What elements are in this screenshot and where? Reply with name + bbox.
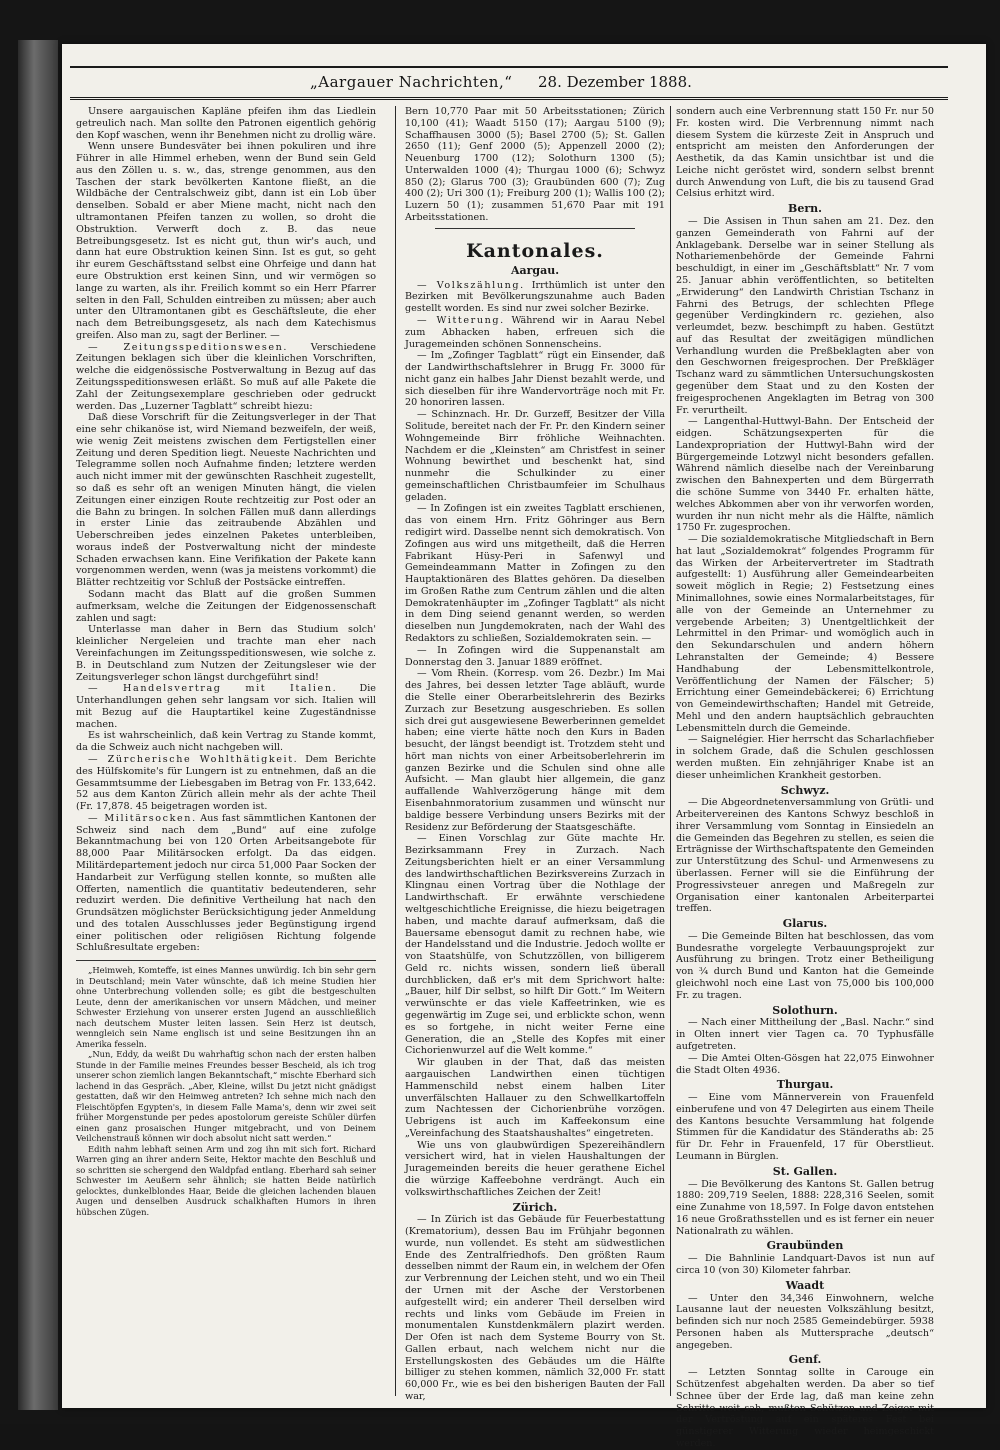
article-lead: — Witterung. [417, 314, 505, 326]
section-heading: Thurgau. [776, 1078, 834, 1092]
article-paragraph: — Nach einer Mittheilung der „Basl. Nachr.“ sind in Olten innert vier Tagen ca. 70 Typhusfälle aufgetreten. [676, 1017, 934, 1052]
article-paragraph: — Die Gemeinde Bilten hat beschlossen, das vom Bundesrathe vorgelegte Verbauungsprojekt zur Ausführung zu bringen. Trotz einer Betheiligung von ¾ durch Bund und Kanton hat die Gemeinde gleichwohl noch eine Last von 75,000 bis 100,000 Fr. zu tragen. [676, 930, 934, 1001]
section-heading: Glarus. [782, 917, 828, 931]
article-paragraph: Wenn unsere Bundesväter bei ihnen pokuliren und ihre Führer in alle Himmel erheben, wenn der Bund sein Geld aus den Zöllen u. s. w., das, strenge genommen, aus den Taschen der stark bevölkerten Kantone fließt, an die Wildbäche der Centralschweiz gibt, dann ist ein Lob über denselben. Sobald er aber Miene macht, nicht nach den ultramontanen Pfeifen tanzen zu wollen, so droht die Obstruktion. Verwerft doch z. B. das neue Betreibungsgesetz. Ist es nicht gut, thun wir's auch, und dann hat eure Obstruktion keinen Sinn. Ist es gut, so geht ihr eurem Geschäftsstand selbst eine Ohrfeige und dann hat eure Obstruktion erst keinen Sinn, und wir vermögen so lange zu warten, als ihr. Freilich kommt so ein Herr Pfarrer selten in den Fall, Schulden eintreiben zu müssen; aber auch unter den Ultramontanen gibt es Geschäftsleute, die eher nach dem Betreibungsgesetz, als nach dem Katechismus greifen. Also man zu, sagt der Berliner. — [76, 141, 376, 341]
article-paragraph: Unsere aargauischen Kapläne pfeifen ihm das Liedlein getreulich nach. Man sollte den Patronen eigentlich gehörig den Kopf waschen, wenn ihr Benehmen nicht zu drollig wäre. [76, 106, 376, 141]
article-lead: — Volkszählung. [417, 279, 525, 291]
article-paragraph [76, 683, 376, 730]
article-paragraph: Daß diese Vorschrift für die Zeitungsverleger in der That eine sehr chikanöse ist, wird Niemand bezweifeln, der weiß, wie wenig Zeit meistens zwischen dem Fertigstellen einer Zeitung und deren Spedition liegt. Neueste Nachrichten und Telegramme sollen noch Aufnahme finden; letztere werden auch nicht immer mit der gewünschten Raschheit zugestellt, so daß es sehr oft an wenigen Minuten hängt, die vielen Zeitungen einer einzigen Route rechtzeitig zur Post oder an die Bahn zu bringen. In solchen Fällen muß dann allerdings in erster Linie das zeitraubende Abzählen und Ueberschreiben jedes einzelnen Paketes unterbleiben, woraus indeß der Postverwaltung nicht der mindeste Schaden erwachsen kann. Eine Verifikation der Pakete kann vorgenommen werden, wenn (was ja meistens vorkommt) die Blätter rechtzeitig vor Schluß der Postsäcke eintreffen. [76, 412, 376, 589]
article-paragraph: Wir glauben in der That, daß das meisten aargauischen Landwirthen einen tüchtigen Hammenschild nebst einem halben Liter unverfälschten Hallauer zu den Schwellkartoffeln zum Nachtessen der Cichorienbrühe vorzögen. Uebrigens ist auch im Kaffeekonsum eine „Vereinfachung des Staatshaushaltes“ eingetreten. [405, 1057, 665, 1139]
section-heading: Schwyz. [780, 783, 830, 797]
section-heading: Zürich. [512, 1200, 558, 1214]
section-heading: Solothurn. [772, 1003, 838, 1017]
article-paragraph: Es ist wahrscheinlich, daß kein Vertrag zu Stande kommt, da die Schweiz auch nicht nachgeben will. [76, 730, 376, 754]
article-paragraph: — In Zofingen ist ein zweites Tagblatt erschienen, das von einem Hrn. Fritz Göhringer aus Bern redigirt wird. Dasselbe nennt sich demokratisch. Von Zofingen aus wird uns mitgetheilt, daß die Herren Fabrikant Hüsy-Peri in Safenwyl und Gemeindeammann Matter in Zofingen zu den Hauptaktionären des Blattes gehören. Da dieselben im Großen Rathe zum Centrum zählen und die alten Demokratenhäupter im „Zofinger Tagblatt“ als nicht in dem Ding seiend genannt werden, so werden dieselben nun Jungdemokraten, nach der Wahl des Redaktors zu schließen, Sozialdemokraten sein. — [405, 503, 665, 645]
article-lead: — Zeitungsspeditionswesen. [88, 341, 289, 353]
article-paragraph: Bern 10,770 Paar mit 50 Arbeitsstationen; Zürich 10,100 (41); Waadt 5150 (17); Aargau 5100 (9); Schaffhausen 3000 (5); Basel 2700 (5); St. Gallen 2650 (11); Genf 2000 (5); Appenzell 2000 (2); Neuenburg 1700 (12); Solothurn 1300 (5); Unterwalden 1000 (4); Thurgau 1000 (6); Schwyz 850 (2); Glarus 700 (3); Graubünden 600 (7); Zug 400 (2); Uri 300 (1); Freiburg 200 (1); Wallis 100 (2); Luzern 50 (1); zusammen 51,670 Paar mit 191 Arbeitsstationen. [405, 106, 665, 224]
section-heading: St. Gallen. [772, 1164, 838, 1178]
article-lead: — Handelsvertrag mit Italien. [88, 683, 338, 695]
section-heading: Graubünden [766, 1239, 844, 1253]
feuilleton-paragraph: „Nun, Eddy, da weißt Du wahrhaftig schon nach der ersten halben Stunde in der Familie meines Freundes besser Bescheid, als ich trog unserer schon ziemlich langen Bekanntschaft,“ mischte Eberhard sich lachend in das Gespräch. „Aber, Kleine, willst Du jetzt nicht gnädigst gestatten, daß wir den Heimweg antreten? Ich sehne mich nach den Fleischtöpfen Egypten's, in diesem Falle Mama's, denn wir zwei seit früher Morgenstunde per pedes apostolorum gereiste Schüler dürfen einen ganz prosaischen Hunger mitgebracht, und von Deinem Veilchenstrauß können wir doch absolut nicht satt werden.“ [76, 1049, 376, 1144]
article-text: Aus fast sämmtlichen Kantonen der Schweiz sind nach dem „Bund“ auf eine zufolge Bekanntmachung bei von 120 Orten Arbeitsangebote für 88,000 Paar Militärsocken erfolgt. Da das eidgen. Militärdepartement jedoch nur circa 51,000 Paar Socken der Handarbeit zur Verfügung stellen konnte, so mußten alle Offerten, namentlich die quantitativ bedeutenderen, sehr reduzirt werden. Die definitive Vertheilung hat nach den Grundsätzen möglichster Berücksichtigung jeder Anmeldung und des totalen Ausschlusses jeder Begünstigung irgend einer politischen oder religiösen Richtung folgende Schlußresultate ergeben: [76, 812, 376, 954]
article-paragraph: — Langenthal-Huttwyl-Bahn. Der Entscheid der eidgen. Schätzungsexperten für die Landexpropriation der Huttwyl-Bahn wird der Bürgergemeinde Lotzwyl nicht besonders gefallen. Während nämlich dieselbe nach der Vereinbarung zwischen den Bahnexperten und dem Bürgerrath die schöne Summe von 3440 Fr. erhalten hätte, welches Abkommen aber von ihr verworfen worden, wurden ihr nun nicht mehr als die Hälfte, nämlich 1750 Fr. zugesprochen. [676, 416, 934, 534]
feuilleton-paragraph: „Heimweh, Komteffe, ist eines Mannes unwürdig. Ich bin sehr gern in Deutschland; mein Vater wünschte, daß ich meine Studien hier ohne Unterbrechung vollenden solle; es gibt die bestgeschulten Leute, denn der amerikanischen vor unsern Mädchen, und meiner Schwester Erziehung von unserer ersten Jugend an ausschließlich nach deutschem Muster leiten lassen. Sein Herz ist deutsch, wenngleich sein Name englisch ist und seine Besitzungen ihn an Amerika fesseln. [76, 965, 376, 1049]
article-paragraph: Unterlasse man daher in Bern das Studium solch' kleinlicher Nergeleien und trachte man eher nach Vereinfachungen im Zeitungsspeditionswesen, wie solche z. B. in Deutschland zum Nutzen der Zeitungsleser wie der Zeitungsverleger schon längst durchgeführt sind! [76, 624, 376, 683]
header-top-rule [70, 66, 948, 68]
issue-date: 28. Dezember 1888. [538, 73, 692, 91]
article-paragraph [76, 754, 376, 813]
article-paragraph: — Saignelégier. Hier herrscht das Scharlachfieber in solchem Grade, daß die Schulen geschlossen werden mußten. Ein zehnjähriger Knabe ist an dieser unheimlichen Krankheit gestorben. [676, 734, 934, 781]
article-paragraph: Sodann macht das Blatt auf die großen Summen aufmerksam, welche die Zeitungen der Eidgenossenschaft zahlen und sagt: [76, 589, 376, 624]
article-paragraph [405, 315, 665, 350]
article-paragraph [76, 342, 376, 413]
section-divider [435, 228, 635, 229]
column-1 [76, 106, 376, 1406]
article-lead: — Zürcherische Wohlthätigkeit. [88, 753, 299, 765]
article-paragraph: — Die Bahnlinie Landquart-Davos ist nun auf circa 10 (von 30) Kilometer fahrbar. [676, 1253, 934, 1276]
article-paragraph: Wie uns von glaubwürdigen Spezereihändlern versichert wird, hat in vielen Haushaltungen der Juragemeinden bereits die heuer gerathene Eichel die würzige Kaffeebohne verdrängt. Auch ein volkswirthschaftliches Zeichen der Zeit! [405, 1139, 665, 1198]
article-text: Irrthümlich ist unter den Bezirken mit Bevölkerungszunahme auch Baden gestellt worden. Es sind nur zwei solcher Bezirke. [405, 279, 665, 315]
article-paragraph: — Die Assisen in Thun sahen am 21. Dez. den ganzen Gemeinderath von Fahrni auf der Anklagebank. Derselbe war in seiner Stellung als Nothariemenbehörde der Gemeinde Fahrni beschuldigt, in einer im „Geschäftsblatt“ Nr. 7 vom 25. Januar abhin veröffentlichten, so betitelten „Erwiderung“ den Landwirth Christian Tschanz in Fahrni des Betrugs, der schlechten Pflege gegenüber Verdingkindern rc. geziehen, also verleumdet, bezw. beschimpft zu haben. Gestützt auf das Resultat der zweitägigen mündlichen Verhandlung wurden die Preßbeklagten aber von den Geschwornen freigesprochen. Der Preßkläger Tschanz ward zu sämmtlichen Untersuchungskosten gegenüber dem Staat und zu den Kosten der freigesprochenen Angeklagten im Betrag von 300 Fr. verurtheilt. [676, 216, 934, 416]
article-paragraph: — Einen Vorschlag zur Güte machte Hr. Bezirksammann Frey in Zurzach. Nach Zeitungsberichten hielt er an einer Versammlung des landwirthschaftlichen Bezirksvereins Zurzach in Klingnau einen Vortrag über die Nothlage der Landwirthschaft. Er erwähnte verschiedene weltgeschichtliche Ereignisse, die hiezu beigetragen haben, und machte darauf aufmerksam, daß die Bauersame ebensogut damit zu rechnen habe, wie der Handelsstand und die Industrie. Jedoch wollte er von Staatshülfe, von Schutzzöllen, von billigerem Geld rc. nichts wissen, sondern ließ überall durchblicken, daß er's mit dem Sprichwort halte: „Bauer, hilf Dir selbst, so hilft Dir Gott.“ Im Weitern verwünschte er das viele Kaffeetrinken, wie es gegenwärtig im Zuge sei, und erblickte schon, wenn es so fortgehe, in nicht weiter Ferne eine Generation, die an „Stelle des Kopfes mit einer Cichorienwurzel auf die Welt komme.“ [405, 833, 665, 1057]
article-paragraph: — Vom Rhein. (Korresp. vom 26. Dezbr.) Im Mai des Jahres, bei dessen letzter Tage abläuft, wurde die Stelle einer Oberarbeitslehrerin des Bezirks Zurzach zur Besetzung ausgeschrieben. Es sollen sich drei gut ausgewiesene Bewerberinnen gemeldet haben; eine vierte hätte noch den Kurs in Baden besucht, der längst beendigt ist. Trotzdem steht und hört man nichts von einer Arbeitsoberlehrerin im ganzen Bezirke und die Schulen sind ohne alle Aufsicht. — Man glaubt hier allgemein, die ganz auffallende Wahlverzögerung hänge mit dem Eisenbahnmoratorium zusammen und wünscht nur baldige bessere Verbindung unsers Bezirks mit der Residenz zur Beförderung der Staatsgeschäfte. [405, 668, 665, 833]
column-3 [676, 106, 934, 1449]
article-paragraph: — Im „Zofinger Tagblatt“ rügt ein Einsender, daß der Landwirthschaftslehrer in Brugg Fr. 3000 für nicht ganz ein halbes Jahr Dienst bezahlt werde, und sich dieselben für ihre Wandervorträge noch mit Fr. 20 honoriren lassen. [405, 350, 665, 409]
article-paragraph: — Unter den 34,346 Einwohnern, welche Lausanne laut der neuesten Volkszählung besitzt, befinden sich nur noch 2585 Gemeindebürger. 5938 Personen haben als Muttersprache „deutsch“ angegeben. [676, 1292, 934, 1351]
article-paragraph [76, 813, 376, 954]
section-heading: Waadt [785, 1278, 825, 1292]
feuilleton-divider [76, 960, 376, 961]
article-text: Die Unterhandlungen gehen sehr langsam vor sich. Italien will mit Bezug auf die Hauptartikel keine Zugeständnisse machen. [76, 683, 376, 730]
article-paragraph: — Die sozialdemokratische Mitgliedschaft in Bern hat laut „Sozialdemokrat“ folgendes Programm für das Wirken der Arbeitervertreter im Stadtrath aufgestellt: 1) Ausführung aller Gemeindearbeiten soweit möglich in Regie; 2) Festsetzung eines Minimallohnes, sowie eines Normalarbeitstages, für alle von der Gemeinde an Unternehmer zu vergebende Arbeiten; 3) Unentgeltlichkeit der Lehrmittel in den Primar- und womöglich auch in den Sekundarschulen und andern höhern Lehranstalten der Gemeinde; 4) Bessere Handhabung der Lebensmittelkontrole, Veröffentlichung der Namen der Fälscher; 5) Errichtung einer Gemeindebäckerei; 6) Errichtung von Gemeindewirthschaften; Handel mit Getreide, Mehl und den andern hauptsächlich gebrauchten Lebensmitteln durch die Gemeinde. [676, 534, 934, 734]
page-edge-strip [18, 40, 58, 1410]
article-paragraph: — In Zofingen wird die Suppenanstalt am Donnerstag den 3. Januar 1889 eröffnet. [405, 644, 665, 668]
article-paragraph: — Die Amtei Olten-Gösgen hat 22,075 Einwohner die Stadt Olten 4936. [676, 1052, 934, 1076]
article-paragraph: — Eine vom Männerverein von Frauenfeld einberufene und von 47 Delegirten aus einem Theile des Kantons besuchte Versammlung hat folgende Stimmen für die Kandidatur des Ständeraths ab: 25 für Dr. Fehr in Frauenfeld, 17 für Oberstlieut. Leumann in Bürglen. [676, 1092, 934, 1162]
article-paragraph: — Die Bevölkerung des Kantons St. Gallen betrug 1880: 209,719 Seelen, 1888: 228,316 Seelen, somit eine Zunahme von 18,597. In Folge davon entstehen 16 neue Großrathsstellen und es ist ferner ein neuer Nationalrath zu wählen. [676, 1178, 934, 1237]
article-text: Dem Berichte des Hülfskomite's für Lungern ist zu entnehmen, daß an die Gesammtsumme der Liebesgaben im Betrag von Fr. 133,642. 52 aus dem Kanton Zürich allein mehr als der achte Theil (Fr. 17,878. 45 beigetragen worden ist. [76, 753, 376, 813]
column-2 [405, 106, 665, 1406]
article-lead: — Militärsocken. [88, 812, 197, 824]
column-divider [395, 106, 396, 1396]
article-paragraph: — Letzten Sonntag sollte in Carouge ein Schützenfest abgehalten werden. Da aber so tief Schnee über der Erde lag, daß man keine zehn Schritte weit sah, mußten Schützen und Zeiger mit der Vertröstung auf ein späteres Fest bei günstigerer Witterung wieder heimgeschickt werden. [676, 1367, 934, 1449]
section-subtitle: Aargau. [510, 263, 560, 277]
section-heading: Genf. [788, 1353, 822, 1367]
article-paragraph: — Die Abgeordnetenversammlung von Grütli- und Arbeitervereinen des Kantons Schwyz beschloß in ihrer Versammlung vom Sonntag in Einsiedeln an die Gemeinden das Begehren zu stellen, es seien die Erträgnisse der Wirthschaftspatente den Gemeinden zur Unterstützung des Schul- und Armenwesens zu überlassen. Ferner will sie die Einführung der Progressivsteuer anregen und Maßregeln zur Organisation einer kantonalen Arbeiterpartei treffen. [676, 797, 934, 915]
column-divider [670, 106, 671, 1396]
article-text: Während wir in Aarau Nebel zum Abhacken haben, erfreuen sich die Juragemeinden schönen Sonnenscheins. [405, 314, 665, 350]
header-bottom-rule [70, 97, 948, 100]
newspaper-title: „Aargauer Nachrichten,“ [310, 73, 513, 91]
section-heading: Bern. [788, 202, 822, 216]
article-paragraph: sondern auch eine Verbrennung statt 150 Fr. nur 50 Fr. kosten wird. Die Verbrennung nimmt nach diesem System die kürzeste Zeit in Anspruch und entspricht am meisten den Anforderungen der Aesthetik, da das Kamin unsichtbar ist und die Leiche nicht geröstet wird, sondern selbst brennt durch Anwendung von Luft, die bis zu tausend Grad Celsius erhitzt wird. [676, 106, 934, 200]
section-title: Kantonales. [466, 239, 604, 262]
article-text: Verschiedene Zeitungen beklagen sich über die kleinlichen Vorschriften, welche die eidgenössische Postverwaltung in Bezug auf das Zeitungsspeditionswesen erläßt. So muß auf alle Pakete die Zahl der Zeitungsexemplare geschrieben oder gedruckt werden. Das „Luzerner Tagblatt“ schreibt hiezu: [76, 341, 376, 412]
page-header [70, 66, 948, 100]
feuilleton-paragraph: Edith nahm lebhaft seinen Arm und zog ihn mit sich fort. Richard Warren ging an ihrer andern Seite, Hektor machte den Beschluß und so schritten sie schergend den Waldpfad entlang. Eberhard sah seiner Schwester im Aeußern sehr ähnlich; sie hatten Beide natürlich gelocktes, dunkelblondes Haar, Beide die gleichen lachenden blauen Augen und denselben Ausdruck schalkhaften Humors in ihren hübschen Zügen. [76, 1143, 376, 1217]
article-paragraph [405, 280, 665, 315]
article-paragraph: — In Zürich ist das Gebäude für Feuerbestattung (Krematorium), dessen Bau im Frühjahr begonnen wurde, nun vollendet. Es steht am südwestlichen Ende des Zentralfriedhofs. Den größten Raum desselben nimmt der Raum ein, in welchem der Ofen zur Verbrennung der Leichen steht, und wo ein Theil der Urnen mit der Asche der Verstorbenen aufgestellt wird; ein anderer Theil derselben wird rechts und links vom Gebäude im Freien in monumentalen Kunstdenkmälern plazirt werden. Der Ofen ist nach dem Systeme Bourry von St. Gallen erbaut, nach welchem nicht nur die Erstellungskosten des Gebäudes um die Hälfte billiger zu stehen kommen, nämlich 32,000 Fr. statt 60,000 Fr., wie es bei den bisherigen Bauten der Fall war, [405, 1214, 665, 1403]
article-paragraph: — Schinznach. Hr. Dr. Gurzeff, Besitzer der Villa Solitude, bereitet nach der Fr. Pr. den Kindern seiner Wohngemeinde Birr fröhliche Weihnachten. Nachdem er die „Kleinsten“ am Christfest in seiner Wohnung bewirthet und beschenkt hat, sind nunmehr die Schulkinder zu einer gemeinschaftlichen Christbaumfeier im Schulhaus geladen. [405, 409, 665, 503]
